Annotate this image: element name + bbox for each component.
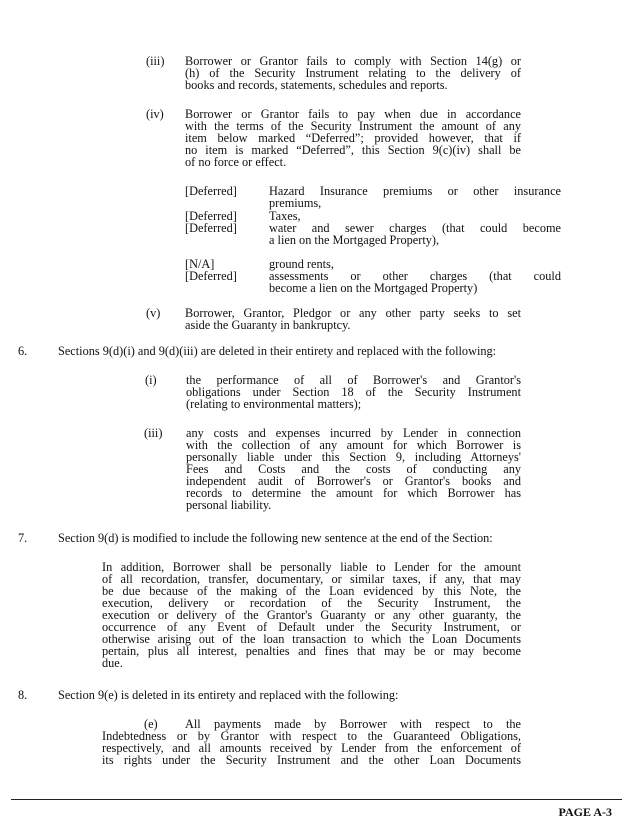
section-heading: Sections 9(d)(i) and 9(d)(iii) are deleted in their entirety and replaced with the following: (58, 344, 497, 358)
deferred-item-text: premiums, (269, 196, 322, 210)
section8-text-line: respectively, and all amounts received by Lender from the enforcement of (102, 741, 521, 755)
section7-text-line: otherwise arising out of the loan transaction to which the Loan Documents (102, 632, 521, 646)
item-iv-text-line: no item is marked “Deferred”, this Section 9(c)(iv) shall be (185, 143, 521, 157)
page-number: PAGE A-3 (558, 805, 612, 819)
item-marker: (iii) (146, 54, 165, 68)
deferred-item-text: a lien on the Mortgaged Property), (269, 233, 440, 247)
footer-rule (11, 799, 622, 800)
section7-text-line: pertain, plus all interest, penalties and fines that may be or may become (102, 644, 521, 658)
section-heading: Section 9(e) is deleted in its entirety and replaced with the following: (58, 688, 399, 702)
item-v-text-line: aside the Guaranty in bankruptcy. (185, 318, 351, 332)
section7-text-line: be due because of the making of the Loan evidenced by this Note, the (102, 584, 521, 598)
section8-text-line: Indebtedness or by Grantor with respect to the Guaranteed Obligations, (102, 729, 521, 743)
section-heading: Section 9(d) is modified to include the following new sentence at the end of the Section: (58, 531, 493, 545)
section8-text-line: its rights under the Security Instrument and the other Loan Documents (102, 753, 521, 767)
deferred-status: [N/A] (185, 257, 215, 271)
deferred-item-text: ground rents, (269, 257, 334, 271)
deferred-item-text: assessments or other charges (that could (269, 269, 561, 283)
deferred-item-text: Hazard Insurance premiums or other insurance (269, 184, 561, 198)
section6-i-text-line: the performance of all of Borrower's and Grantor's (186, 373, 521, 387)
item-marker: (e) (144, 717, 158, 731)
item-iv-text-line: with the terms of the Security Instrument the amount of any (185, 119, 521, 133)
item-v-text-line: Borrower, Grantor, Pledgor or any other party seeks to set (185, 306, 521, 320)
section8-text-line: All payments made by Borrower with respect to the (185, 717, 521, 731)
section6-iii-text-line: Fees and Costs and the costs of conducting any (186, 462, 521, 476)
deferred-item-text: become a lien on the Mortgaged Property) (269, 281, 478, 295)
deferred-status: [Deferred] (185, 184, 237, 198)
section7-text-line: occurrence of any Event of Default under the Security Instrument, or (102, 620, 521, 634)
item-iv-text-line: of no force or effect. (185, 155, 287, 169)
section6-iii-text-line: personal liability. (186, 498, 272, 512)
section-number: 6. (18, 344, 28, 358)
item-marker: (v) (146, 306, 161, 320)
section6-iii-text-line: any costs and expenses incurred by Lender in connection (186, 426, 521, 440)
item-marker: (iii) (144, 426, 163, 440)
item-marker: (iv) (146, 107, 164, 121)
section6-iii-text-line: independent audit of Borrower's or Grantor's books and (186, 474, 521, 488)
deferred-item-text: Taxes, (269, 209, 301, 223)
deferred-item-text: water and sewer charges (that could become (269, 221, 561, 235)
section-number: 7. (18, 531, 28, 545)
section6-iii-text-line: personally liable under this Section 9, including Attorneys' (186, 450, 521, 464)
item-iv-text-line: item below marked “Deferred”; provided however, that if (185, 131, 521, 145)
item-iii-text-line: Borrower or Grantor fails to comply with Section 14(g) or (185, 54, 521, 68)
section7-text-line: In addition, Borrower shall be personally liable to Lender for the amount (102, 560, 521, 574)
section6-i-text-line: (relating to environmental matters); (186, 397, 362, 411)
item-iv-text-line: Borrower or Grantor fails to pay when due in accordance (185, 107, 521, 121)
deferred-status: [Deferred] (185, 209, 237, 223)
section7-text-line: execution or delivery of the Grantor's Guaranty or any other guaranty, the (102, 608, 521, 622)
item-iii-text-line: (h) of the Security Instrument relating to the delivery of (185, 66, 521, 80)
deferred-status: [Deferred] (185, 269, 237, 283)
section-number: 8. (18, 688, 28, 702)
item-iii-text-line: books and records, statements, schedules and reports. (185, 78, 448, 92)
deferred-status: [Deferred] (185, 221, 237, 235)
section6-iii-text-line: records to determine the amount for which Borrower has (186, 486, 521, 500)
item-marker: (i) (145, 373, 157, 387)
section7-text-line: execution, delivery or recordation of the Security Instrument, the (102, 596, 521, 610)
section7-text-line: due. (102, 656, 123, 670)
section6-iii-text-line: with the collection of any amount for which Borrower is (186, 438, 521, 452)
section7-text-line: of all recordation, transfer, documentary, or similar taxes, if any, that may (102, 572, 521, 586)
section6-i-text-line: obligations under Section 18 of the Security Instrument (186, 385, 521, 399)
